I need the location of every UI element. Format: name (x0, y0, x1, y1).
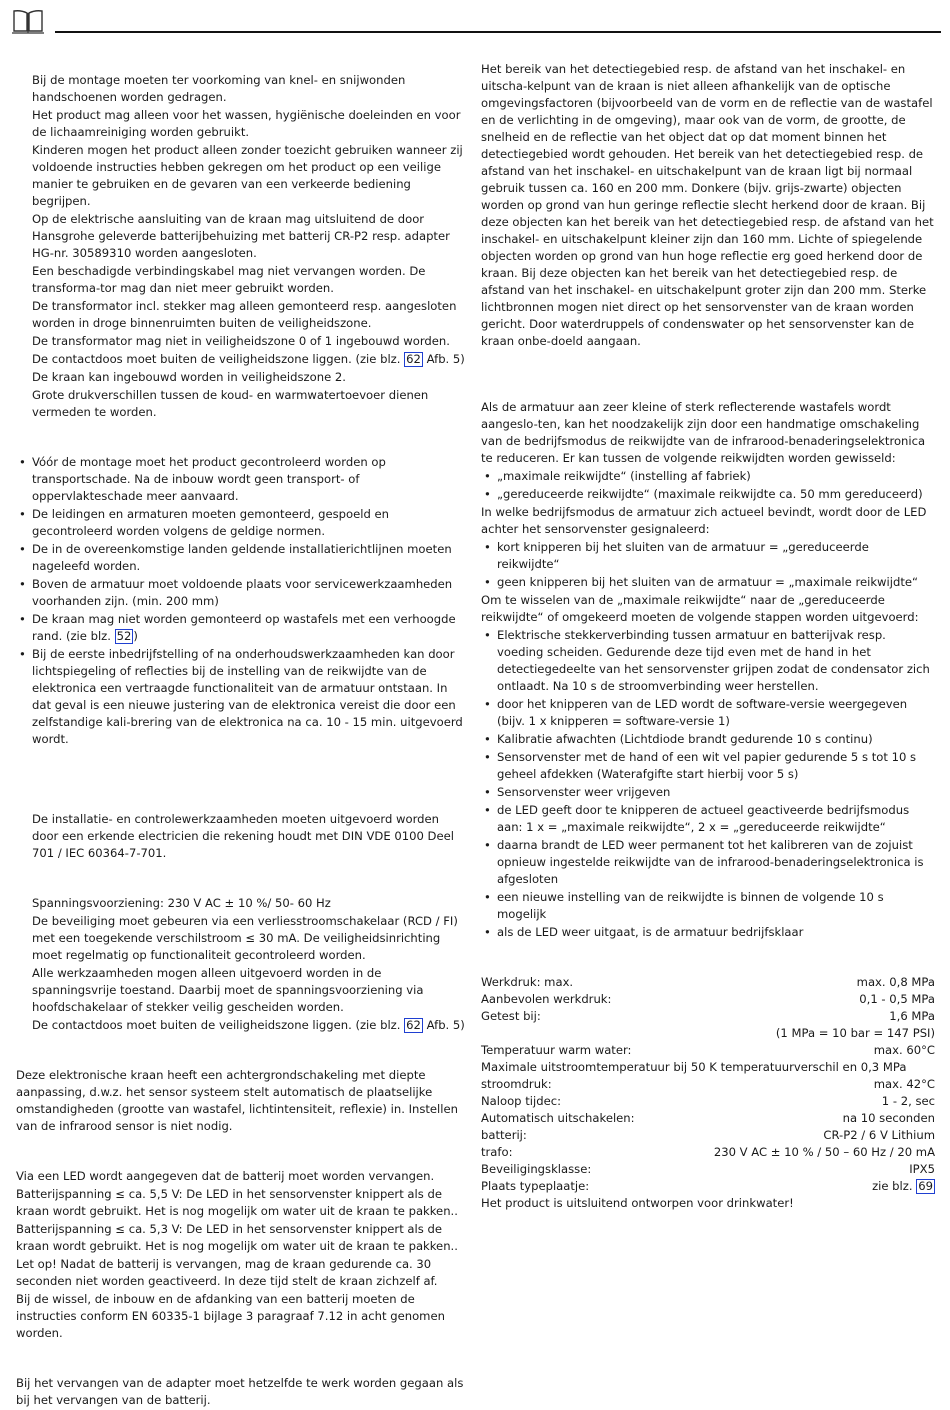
spec-label: Plaats typeplaatje: (481, 1179, 590, 1193)
raised-rim-text: De kraan mag niet worden gemonteerd op wastafels met een verhoogde rand. (zie blz. (32, 612, 456, 643)
step-list (481, 627, 935, 941)
battery-note: Batterijspanning ≤ ca. 5,3 V: De LED in het sensorvenster knippert als de kraan wordt gebruikt. Het is nog mogelijk om water uit de kraan te pakken.. (16, 1222, 458, 1253)
raised-rim-end: ) (133, 629, 138, 643)
step-item: • Elektrische stekkerverbinding tussen armatuur en batterijvak resp. voeding scheiden. Gedurende deze tijd even met de hand in het detectiegedeelte van het sensorvenster grijpen zodat de condensator zich ontlaadt. Na 10 s de stroomverbinding weer herstellen. (481, 627, 935, 695)
spec-row (481, 974, 935, 991)
spec-label: Getest bij: (481, 1009, 541, 1023)
battery-note: Bij de wissel, de inbouw en de afdanking van een batterij moeten de instructies conform EN 60335-1 bijlage 3 paragraaf 7.12 in acht genomen worden. (16, 1292, 445, 1340)
spec-label: stroomdruk: (481, 1077, 552, 1091)
step-item: • een nieuwe instelling van de reikwijdte is binnen de volgende 10 s mogelijk (481, 889, 935, 923)
safety-note: Op de elektrische aansluiting van de kraan mag uitsluitend de door Hansgrohe geleverde batterijbehuizing met batterij CR-P2 resp. adapter HG-nr. 30589310 worden aangesloten. (32, 212, 450, 260)
zone2-note: De kraan kan ingebouwd worden in veiligheidszone 2. (32, 370, 346, 384)
spec-row (481, 1110, 935, 1127)
drinking-water-note: Het product is uitsluitend ontworpen voor drinkwater! (481, 1196, 794, 1210)
page-ref-link[interactable]: 52 (116, 629, 132, 643)
safety-note: De transformator incl. stekker mag alleen gemonteerd resp. aangesloten worden in droge binnenruimten buiten de veiligheidszone. (32, 299, 457, 330)
mounting-item (16, 611, 468, 645)
spec-label: Aanbevolen werkdruk: (481, 992, 612, 1006)
led-state-item: • kort knipperen bij het sluiten van de armatuur = „gereduceerde reikwijdte“ (481, 539, 935, 573)
spec-row (481, 1161, 935, 1178)
spec-value: na 10 seconden (842, 1111, 935, 1125)
mounting-item: • Boven de armatuur moet voldoende plaats voor servicewerkzaamheden voorhanden zijn. (min. 200 mm) (16, 576, 468, 610)
spec-value (872, 1178, 935, 1195)
socket-text: De contactdoos moet buiten de veiligheidszone liggen. (zie blz. (32, 1018, 401, 1032)
mounting-item: • Bij de eerste inbedrijfstelling of na onderhoudswerkzaamheden kan door lichtspiegeling of reflecties bij de instelling van de reikwijdte van de elektronica een vertraagde functionaliteit van de armatuur ontstaan. In dat geval is een nieuwe justering van de elektronica vereist die door een zelfstandige kali-brering van de elektronica na ca. 10 - 15 min. uitgevoerd wordt. (16, 646, 468, 748)
page-ref-link[interactable]: 62 (406, 1018, 421, 1032)
safety-notes (16, 72, 468, 421)
switch-intro: Om te wisselen van de „maximale reikwijdte“ naar de „gereduceerde reikwijdte“ of omgekeerd moeten de volgende stappen worden uitgevoerd: (481, 593, 919, 624)
spec-value: IPX5 (909, 1162, 935, 1176)
detection-text: Het bereik van het detectiegebied resp. de afstand van het inschakel- en uitscha-kelpunt van de kraan is niet alleen afhankelijk van de optische omgevingsfactoren (bijvoorbeeld van de vorm en de reflectie van de wastafel en de verlichting in de omgeving), maar ook van de vorm, de grootte, de snelheid en de reflectie van het object dat op dat moment binnen het detectiegebied wordt gehouden. Het bereik van het detectiegebied resp. de afstand van het inschakel- en uitschakelpunt van de kraan ligt bij normaal gebruik tussen ca. 160 en 200 mm. Donkere (bijv. grijs-zwarte) objecten worden op grond van hun geringe reflectie slecht herkend door de kraan. Bij deze objecten kan het bereik van het detectiegebied resp. de afstand van het inschakel- en uitschakelpunt kleiner zijn dan 160 mm. Lichte of spiegelende objecten worden op grond van hun hoge reflectie erg goed herkend door de kraan. Bij deze objecten kan het bereik van het detectiegebied resp. de afstand van het inschakel- en uitschakelpunt groter zijn dan 200 mm. Sterke lichtbronnen mogen niet direct op het sensorvenster van de kraan worden gericht. Door waterdruppels of condenswater op het sensorvenster kan de kraan onbe-doeld aangaan. (481, 62, 934, 348)
spec-label: Naloop tijdec: (481, 1094, 561, 1108)
safety-note: De transformator mag niet in veiligheidszone 0 of 1 ingebouwd worden. (32, 334, 450, 348)
safety-note: Bij de montage moeten ter voorkoming van knel- en snijwonden handschoenen worden gedragen. (32, 73, 406, 104)
spec-row (481, 991, 935, 1008)
spec-row (481, 1144, 935, 1161)
spec-value: max. 60°C (873, 1043, 935, 1057)
spec-row (481, 1008, 935, 1025)
spec-outlet-line: Maximale uitstroomtemperatuur bij 50 K temperatuurverschil en 0,3 MPa (481, 1060, 907, 1074)
pressure-note: Grote drukverschillen tussen de koud- en warmwatertoevoer dienen vermeden te worden. (32, 388, 429, 419)
safety-note: Kinderen mogen het product alleen zonder toezicht gebruiken wanneer zij voldoende instructies hebben gekregen om het product op een veilige manier te gebruiken en de gevaren van een verkeerde bediening begrijpen. (32, 143, 463, 208)
mounting-item: • Vóór de montage moet het product gecontroleerd worden op transportschade. Na de inbouw wordt geen transport- of oppervlakteschade meer aanvaard. (16, 454, 468, 505)
range-intro: Als de armatuur aan zeer kleine of sterk reflecterende wastafels wordt aangeslo-ten, kan het noodzakelijk zijn door een handmatige omschakeling van de bedrijfsmodus de reikwijdte van de infrarood-benaderingselektronica te reduceren. Er kan tussen de volgende reikwijdten worden gewisseld: (481, 400, 926, 465)
safety-note: Het product mag alleen voor het wassen, hygiënische doeleinden en voor de lichaamreiniging worden gebruikt. (32, 108, 461, 139)
led-state-item: • geen knipperen bij het sluiten van de armatuur = „maximale reikwijdte“ (481, 574, 935, 591)
spec-table (481, 974, 935, 1212)
header-rule (55, 31, 941, 33)
mode-item: • „maximale reikwijdte“ (instelling af fabriek) (481, 468, 935, 485)
battery-note: Batterijspanning ≤ ca. 5,5 V: De LED in het sensorvenster knippert als de kraan wordt gebruikt. Het is nog mogelijk om water uit de kraan te pakken.. (16, 1187, 458, 1218)
led-intro: In welke bedrijfsmodus de armatuur zich actueel bevindt, wordt door de LED achter het sensorvenster gesignaleerd: (481, 505, 927, 536)
spec-row (481, 1127, 935, 1144)
supply-note: Spanningsvoorziening: 230 V AC ± 10 %/ 50- 60 Hz (32, 896, 331, 910)
voltage-free-note: Alle werkzaamheden mogen alleen uitgevoerd worden in de spanningsvrije toestand. Daarbij moet de spanningsvoorziening via hoofdschakelaar of stekker veilig gescheiden worden. (32, 966, 424, 1014)
step-item: • als de LED weer uitgaat, is de armatuur bedrijfsklaar (481, 924, 935, 941)
mode-list (481, 468, 935, 503)
mode-item: • „gereduceerde reikwijdte“ (maximale reikwijdte ca. 50 mm gereduceerd) (481, 486, 935, 503)
spec-value: 230 V AC ± 10 % / 50 – 60 Hz / 20 mA (713, 1145, 935, 1159)
socket-text-end: Afb. 5) (426, 352, 465, 366)
spec-row (481, 1042, 935, 1059)
spec-label: Temperatuur warm water: (481, 1043, 632, 1057)
spec-value: max. 42°C (873, 1077, 935, 1091)
right-column (481, 61, 935, 1212)
spec-value: 1,6 MPa (889, 1009, 935, 1023)
plate-value-text: zie blz. (872, 1179, 913, 1193)
spec-value: CR-P2 / 6 V Lithium (823, 1128, 935, 1142)
spec-value: 0,1 - 0,5 MPa (859, 992, 935, 1006)
step-item: • Kalibratie afwachten (Lichtdiode brandt gedurende 10 s continu) (481, 731, 935, 748)
led-state-list (481, 539, 935, 591)
rcd-note: De beveiliging moet gebeuren via een verliesstroomschakelaar (RCD / FI) met een toegekende verschilstroom ≤ 30 mA. De veiligheidsinrichting moet regelmatig op functionaliteit gecontroleerd worden. (32, 914, 458, 962)
spec-conversion: (1 MPa = 10 bar = 147 PSI) (775, 1026, 935, 1040)
spec-label: batterij: (481, 1128, 527, 1142)
safety-note: Een beschadigde verbindingskabel mag niet vervangen worden. De transforma-tor mag dan niet meer gebruikt worden. (32, 264, 426, 295)
mounting-list (16, 454, 468, 748)
battery-note: Let op! Nadat de batterij is vervangen, mag de kraan gedurende ca. 30 seconden niet worden geactiveerd. In deze tijd stelt de kraan zichzelf af. (16, 1257, 438, 1288)
mounting-item: • De in de overeenkomstige landen geldende installatierichtlijnen moeten nageleefd worden. (16, 541, 468, 575)
spec-label: trafo: (481, 1145, 513, 1159)
battery-note: Via een LED wordt aangegeven dat de batterij moet worden vervangen. (16, 1169, 435, 1183)
socket-text-end: Afb. 5) (426, 1018, 465, 1032)
spec-row (481, 1093, 935, 1110)
page-ref-link[interactable]: 69 (918, 1179, 933, 1193)
spec-value: max. 0,8 MPa (856, 975, 935, 989)
spec-label: Automatisch uitschakelen: (481, 1111, 635, 1125)
step-item: • daarna brandt de LED weer permanent tot het kalibreren van de zojuist opnieuw ingestelde reikwijdte van de infrarood-benaderingselektronica is afgesloten (481, 837, 935, 888)
socket-note (16, 351, 468, 368)
left-column (16, 72, 468, 1410)
electrician-note: De installatie- en controlewerkzaamheden moeten uitgevoerd worden door een erkende electricien die rekening houdt met DIN VDE 0100 Deel 701 / IEC 60364-7-701. (32, 812, 454, 860)
socket-text: De contactdoos moet buiten de veiligheidszone liggen. (zie blz. (32, 352, 401, 366)
socket-note (16, 1017, 468, 1034)
spec-row (481, 1076, 935, 1093)
background-note: Deze elektronische kraan heeft een achtergrondschakeling met diepte aanpassing, d.w.z. het sensor systeem stelt automatisch de plaatselijke omstandigheden (grootte van wastafel, lichtintensiteit, reflexie) in. Instellen van de infrarood sensor is niet nodig. (16, 1068, 458, 1133)
step-item: • Sensorvenster weer vrijgeven (481, 784, 935, 801)
page-ref-link[interactable]: 62 (406, 352, 421, 366)
spec-label: Werkdruk: max. (481, 975, 574, 989)
adapter-note: Bij het vervangen van de adapter moet hetzelfde te werk worden gegaan als bij het vervangen van de batterij. (16, 1376, 464, 1407)
step-item: • door het knipperen van de LED wordt de software-versie weergegeven (bijv. 1 x knipperen = software-versie 1) (481, 696, 935, 730)
spec-value: 1 - 2, sec (881, 1094, 935, 1108)
open-book-icon (11, 7, 45, 35)
mounting-item: • De leidingen en armaturen moeten gemonteerd, gespoeld en gecontroleerd worden volgens de geldige normen. (16, 506, 468, 540)
step-item: • de LED geeft door te knipperen de actueel geactiveerde bedrijfsmodus aan: 1 x = „maximale reikwijdte“, 2 x = „gereduceerde reikwijdte“ (481, 802, 935, 836)
spec-label: Beveiligingsklasse: (481, 1162, 592, 1176)
step-item: • Sensorvenster met de hand of een wit vel papier gedurende 5 s tot 10 s geheel afdekken (Waterafgifte start hierbij voor 5 s) (481, 749, 935, 783)
spec-row (481, 1178, 935, 1195)
